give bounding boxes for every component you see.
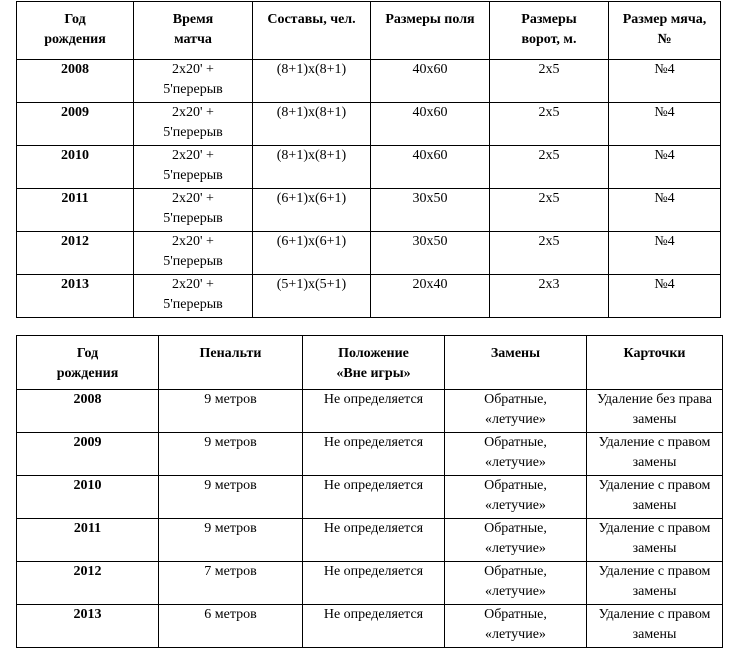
header-ball-size: Размер мяча, № xyxy=(609,2,721,60)
birth-year-cell: 2010 xyxy=(17,146,134,189)
header-offside: Положение «Вне игры» xyxy=(303,336,445,390)
table-cell: (8+1)х(8+1) xyxy=(253,103,371,146)
table-cell: Обратные, «летучие» xyxy=(445,476,587,519)
birth-year-cell: 2008 xyxy=(17,390,159,433)
table-cell: 2х5 xyxy=(490,60,609,103)
table-cell: 2х5 xyxy=(490,232,609,275)
table-cell: Обратные, «летучие» xyxy=(445,605,587,648)
birth-year-cell: 2008 xyxy=(17,60,134,103)
birth-year-cell: 2013 xyxy=(17,275,134,318)
table-cell: (6+1)х(6+1) xyxy=(253,189,371,232)
table-row xyxy=(17,390,723,433)
table-cell: Не определяется xyxy=(303,476,445,519)
table-cell: Не определяется xyxy=(303,390,445,433)
table-cell: (8+1)х(8+1) xyxy=(253,146,371,189)
table-cell: №4 xyxy=(609,232,721,275)
table-cell: 2х20' + 5'перерыв xyxy=(134,60,253,103)
table-cell: Не определяется xyxy=(303,605,445,648)
table-cell: 9 метров xyxy=(159,433,303,476)
table-cell: 2х20' + 5'перерыв xyxy=(134,103,253,146)
birth-year-cell: 2013 xyxy=(17,605,159,648)
table-cell: 20х40 xyxy=(371,275,490,318)
table-cell: Удаление с правом замены xyxy=(587,605,723,648)
header-birth-year: Год рождения xyxy=(17,2,134,60)
table-row xyxy=(17,562,723,605)
match-rules-table xyxy=(16,335,723,648)
birth-year-cell: 2010 xyxy=(17,476,159,519)
match-parameters-table xyxy=(16,1,721,318)
table-cell: 40х60 xyxy=(371,146,490,189)
table-cell: №4 xyxy=(609,103,721,146)
table-row xyxy=(17,103,721,146)
header-birth-year: Год рождения xyxy=(17,336,159,390)
table-cell: №4 xyxy=(609,146,721,189)
table-cell: Не определяется xyxy=(303,519,445,562)
header-substitutions: Замены xyxy=(445,336,587,390)
table-cell: №4 xyxy=(609,60,721,103)
table-cell: 2х20' + 5'перерыв xyxy=(134,275,253,318)
table-cell: 2х20' + 5'перерыв xyxy=(134,232,253,275)
header-penalty: Пенальти xyxy=(159,336,303,390)
table-cell: 40х60 xyxy=(371,103,490,146)
birth-year-cell: 2012 xyxy=(17,232,134,275)
table-cell: (6+1)х(6+1) xyxy=(253,232,371,275)
header-team-size: Составы, чел. xyxy=(253,2,371,60)
table-cell: 2х5 xyxy=(490,103,609,146)
table-cell: Удаление с правом замены xyxy=(587,562,723,605)
table-row xyxy=(17,476,723,519)
table-cell: Не определяется xyxy=(303,433,445,476)
header-cards: Карточки xyxy=(587,336,723,390)
table-cell: (5+1)х(5+1) xyxy=(253,275,371,318)
table-cell: 2х5 xyxy=(490,146,609,189)
table-cell: 40х60 xyxy=(371,60,490,103)
table-cell: Удаление с правом замены xyxy=(587,519,723,562)
table-cell: 2х3 xyxy=(490,275,609,318)
table-cell: 9 метров xyxy=(159,519,303,562)
table-cell: 9 метров xyxy=(159,390,303,433)
table-cell: №4 xyxy=(609,189,721,232)
table-cell: 6 метров xyxy=(159,605,303,648)
table-row xyxy=(17,433,723,476)
birth-year-cell: 2009 xyxy=(17,103,134,146)
table-cell: 2х20' + 5'перерыв xyxy=(134,146,253,189)
table-cell: Удаление без права замены xyxy=(587,390,723,433)
table-row xyxy=(17,146,721,189)
table-row xyxy=(17,189,721,232)
table-row xyxy=(17,232,721,275)
table-cell: Удаление с правом замены xyxy=(587,476,723,519)
table-cell: 2х20' + 5'перерыв xyxy=(134,189,253,232)
birth-year-cell: 2009 xyxy=(17,433,159,476)
table-cell: 2х5 xyxy=(490,189,609,232)
table-header-row xyxy=(17,336,723,390)
birth-year-cell: 2012 xyxy=(17,562,159,605)
table-cell: 7 метров xyxy=(159,562,303,605)
table-cell: Не определяется xyxy=(303,562,445,605)
table-cell: Удаление с правом замены xyxy=(587,433,723,476)
table-cell: Обратные, «летучие» xyxy=(445,519,587,562)
birth-year-cell: 2011 xyxy=(17,189,134,232)
table-row xyxy=(17,605,723,648)
table-header-row xyxy=(17,2,721,60)
birth-year-cell: 2011 xyxy=(17,519,159,562)
table-cell: Обратные, «летучие» xyxy=(445,433,587,476)
header-field-size: Размеры поля xyxy=(371,2,490,60)
table-cell: 30х50 xyxy=(371,232,490,275)
header-goal-size: Размеры ворот, м. xyxy=(490,2,609,60)
header-match-time: Время матча xyxy=(134,2,253,60)
table-cell: 9 метров xyxy=(159,476,303,519)
table-cell: (8+1)х(8+1) xyxy=(253,60,371,103)
table-row xyxy=(17,519,723,562)
table-cell: 30х50 xyxy=(371,189,490,232)
table-cell: №4 xyxy=(609,275,721,318)
table-row xyxy=(17,60,721,103)
table-cell: Обратные, «летучие» xyxy=(445,562,587,605)
table-cell: Обратные, «летучие» xyxy=(445,390,587,433)
table-row xyxy=(17,275,721,318)
